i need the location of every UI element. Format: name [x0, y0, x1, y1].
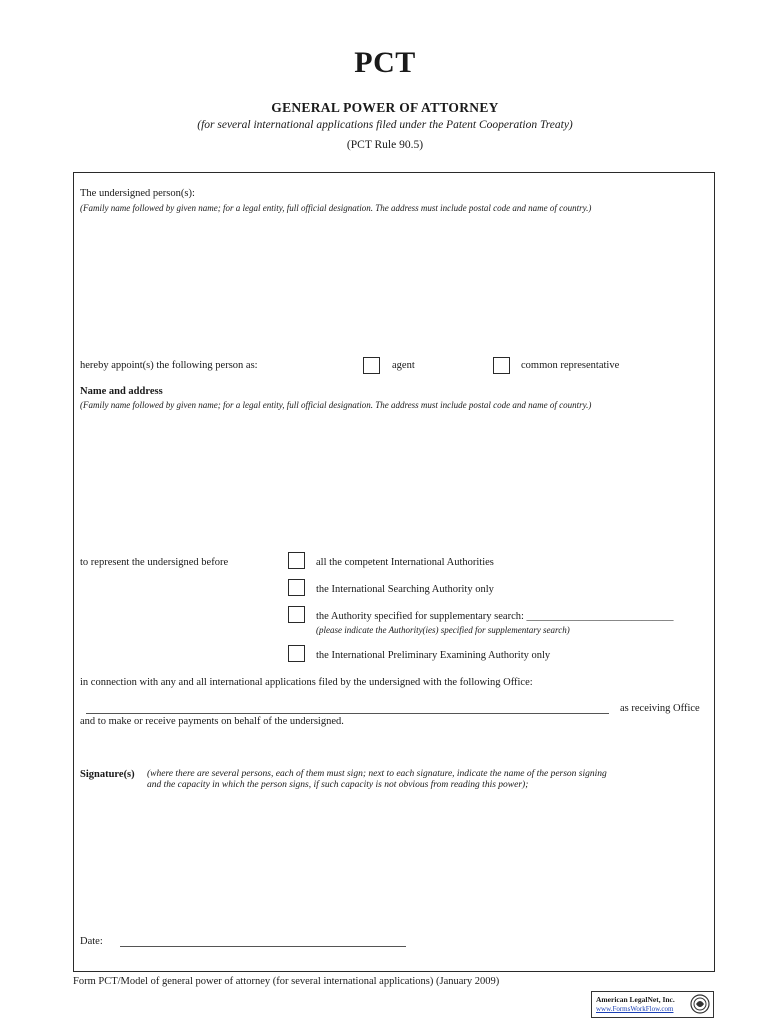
agent-option-label: agent: [392, 360, 415, 371]
publisher-name: American LegalNet, Inc.: [596, 995, 675, 1004]
payments-text: and to make or receive payments on behalf of the undersigned.: [80, 716, 344, 727]
seal-icon: [690, 994, 710, 1014]
signature-note-line2: and the capacity in which the person signs, if such capacity is not obvious from reading this power);: [147, 780, 529, 790]
examining-authority-checkbox[interactable]: [288, 645, 305, 662]
form-subtitle: GENERAL POWER OF ATTORNEY: [271, 100, 499, 115]
persons-label: The undersigned person(s):: [80, 188, 195, 199]
supplementary-authority-label: the Authority specified for supplementary search: ____________________________: [316, 611, 674, 622]
supplementary-authority-note: (please indicate the Authority(ies) specified for supplementary search): [316, 625, 570, 635]
supplementary-authority-checkbox[interactable]: [288, 606, 305, 623]
name-address-entry-area[interactable]: [80, 416, 708, 546]
searching-authority-checkbox[interactable]: [288, 579, 305, 596]
publisher-logo: [591, 991, 714, 1018]
signature-note-line1: (where there are several persons, each of them must sign; next to each signature, indicate the name of the person signing: [147, 769, 607, 779]
all-authorities-label: all the competent International Authorities: [316, 557, 494, 568]
receiving-office-label: as receiving Office: [620, 703, 700, 714]
represent-label: to represent the undersigned before: [80, 557, 229, 568]
name-address-label: Name and address: [80, 386, 163, 397]
examining-authority-label: the International Preliminary Examining Authority only: [316, 650, 551, 661]
all-authorities-checkbox[interactable]: [288, 552, 305, 569]
rule-reference: (PCT Rule 90.5): [346, 139, 424, 151]
agent-checkbox[interactable]: [363, 357, 380, 374]
connection-text: in connection with any and all international applications filed by the undersigned with the following Office:: [80, 677, 533, 688]
signature-area[interactable]: [80, 800, 708, 920]
date-label: Date:: [80, 936, 103, 947]
receiving-office-field[interactable]: [86, 713, 609, 714]
publisher-link[interactable]: www.FormsWorkFlow.com: [596, 1005, 674, 1013]
form-title: PCT: [354, 46, 416, 79]
form-footer: Form PCT/Model of general power of attorney (for several international applications) (January 2009): [73, 976, 500, 987]
signature-label: Signature(s): [80, 769, 135, 780]
name-address-note: (Family name followed by given name; for a legal entity, full official designation. The address must include postal code and name of country.): [80, 400, 592, 410]
persons-entry-area[interactable]: [80, 220, 708, 350]
common-representative-checkbox[interactable]: [493, 357, 510, 374]
searching-authority-label: the International Searching Authority only: [316, 584, 494, 595]
common-representative-label: common representative: [521, 360, 620, 371]
date-field[interactable]: [120, 946, 406, 947]
form-description: (for several international applications filed under the Patent Cooperation Treaty): [197, 119, 573, 131]
persons-note: (Family name followed by given name; for a legal entity, full official designation. The address must include postal code and name of country.): [80, 203, 592, 213]
appoint-label: hereby appoint(s) the following person as:: [80, 360, 258, 371]
